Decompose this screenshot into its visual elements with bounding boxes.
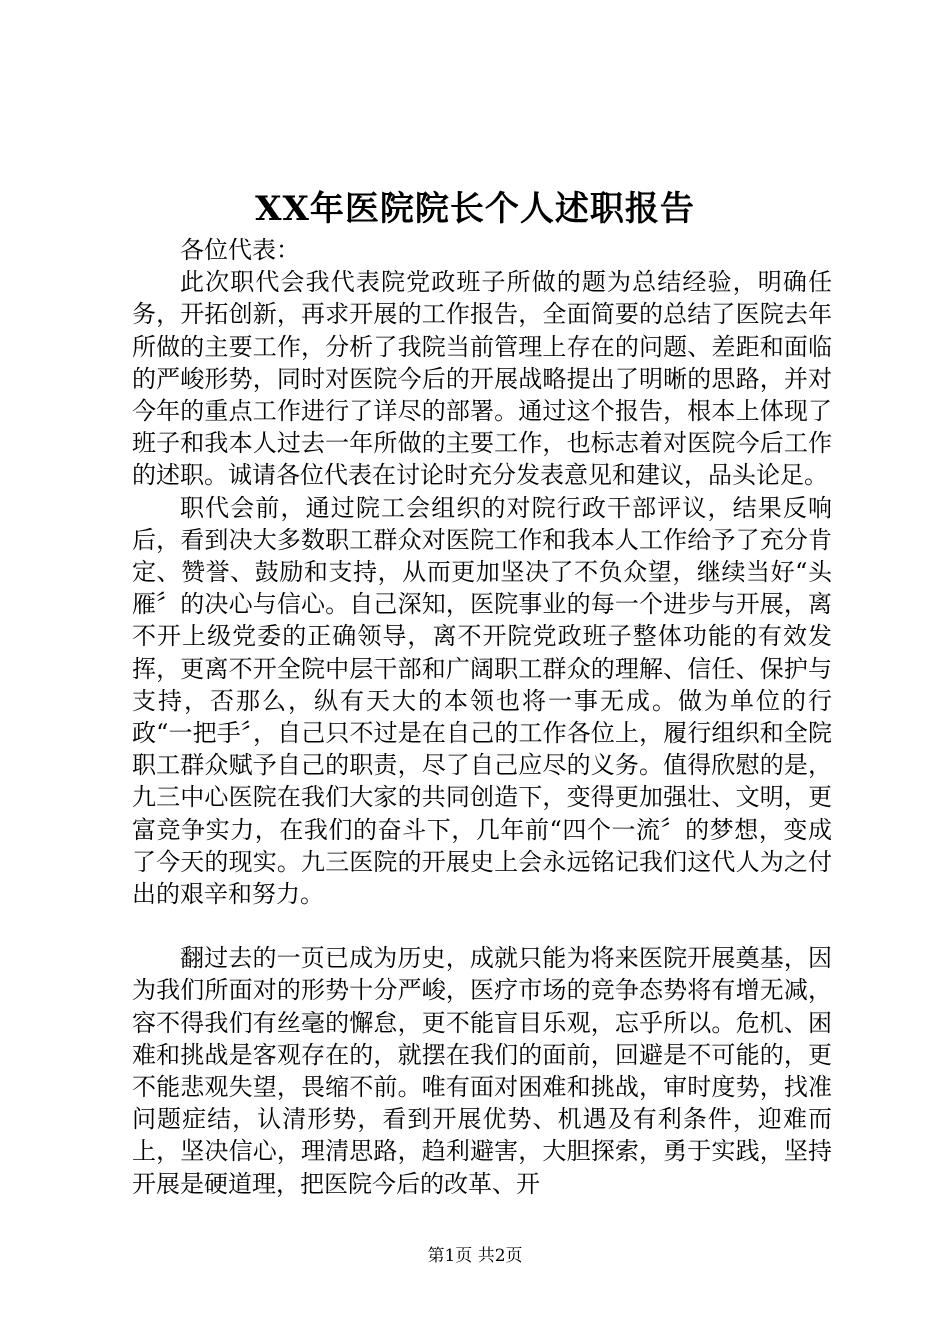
document-title: XX年医院院长个人述职报告 bbox=[255, 189, 695, 229]
paragraph-2: 职代会前，通过院工会组织的对院行政干部评议，结果反响后，看到决大多数职工群众对医院工作和我本人工作给予了充分肯定、赞誉、鼓励和支持，从而更加坚决了不负众望，继续当好“头雁〞的决心与信心。自己深知，医院事业的每一个进步与开展，离不开上级党委的正确领导，离不开院党政班子整体功能的有效发挥，更离不开全院中层干部和广阔职工群众的理解、信任、保护与支持，否那么，纵有天大的本领也将一事无成。做为单位的行政“一把手〞，自己只不过是在自己的工作各位上，履行组织和全院职工群众赋予自己的职责，尽了自己应尽的义务。值得欣慰的是，九三中心医院在我们大家的共同创造下，变得更加强壮、文明，更富竞争实力，在我们的奋斗下，几年前“四个一流〞的梦想，变成了今天的现实。九三医院的开展史上会永远铭记我们这代人为之付出的艰辛和努力。 bbox=[132, 493, 832, 909]
document-body bbox=[132, 234, 832, 1200]
paragraph-spacer bbox=[132, 910, 832, 942]
greeting: 各位代表： bbox=[180, 236, 300, 264]
paragraph-3: 翻过去的一页已成为历史，成就只能为将来医院开展奠基，因为我们所面对的形势十分严峻，医疗市场的竞争态势将有增无减，容不得我们有丝毫的懈怠，更不能盲目乐观，忘乎所以。危机、困难和挑战是客观存在的，就摆在我们的面前，回避是不可能的，更不能悲观失望，畏缩不前。唯有面对困难和挑战，审时度势，找准问题症结，认清形势，看到开展优势、机遇及有利条件，迎难而上，坚决信心，理清思路，趋利避害，大胆探索，勇于实践，坚持开展是硬道理，把医院今后的改革、开 bbox=[132, 944, 832, 1198]
paragraph-1: 此次职代会我代表院党政班子所做的题为总结经验，明确任务，开拓创新，再求开展的工作报告，全面简要的总结了医院去年所做的主要工作，分析了我院当前管理上存在的问题、差距和面临的严峻形势，同时对医院今后的开展战略提出了明晰的思路，并对今年的重点工作进行了详尽的部署。通过这个报告，根本上体现了班子和我本人过去一年所做的主要工作，也标志着对医院今后工作的述职。诚请各位代表在讨论时充分发表意见和建议，品头论足。 bbox=[132, 268, 832, 490]
page-footer: 第1页 共2页 bbox=[427, 1246, 523, 1266]
